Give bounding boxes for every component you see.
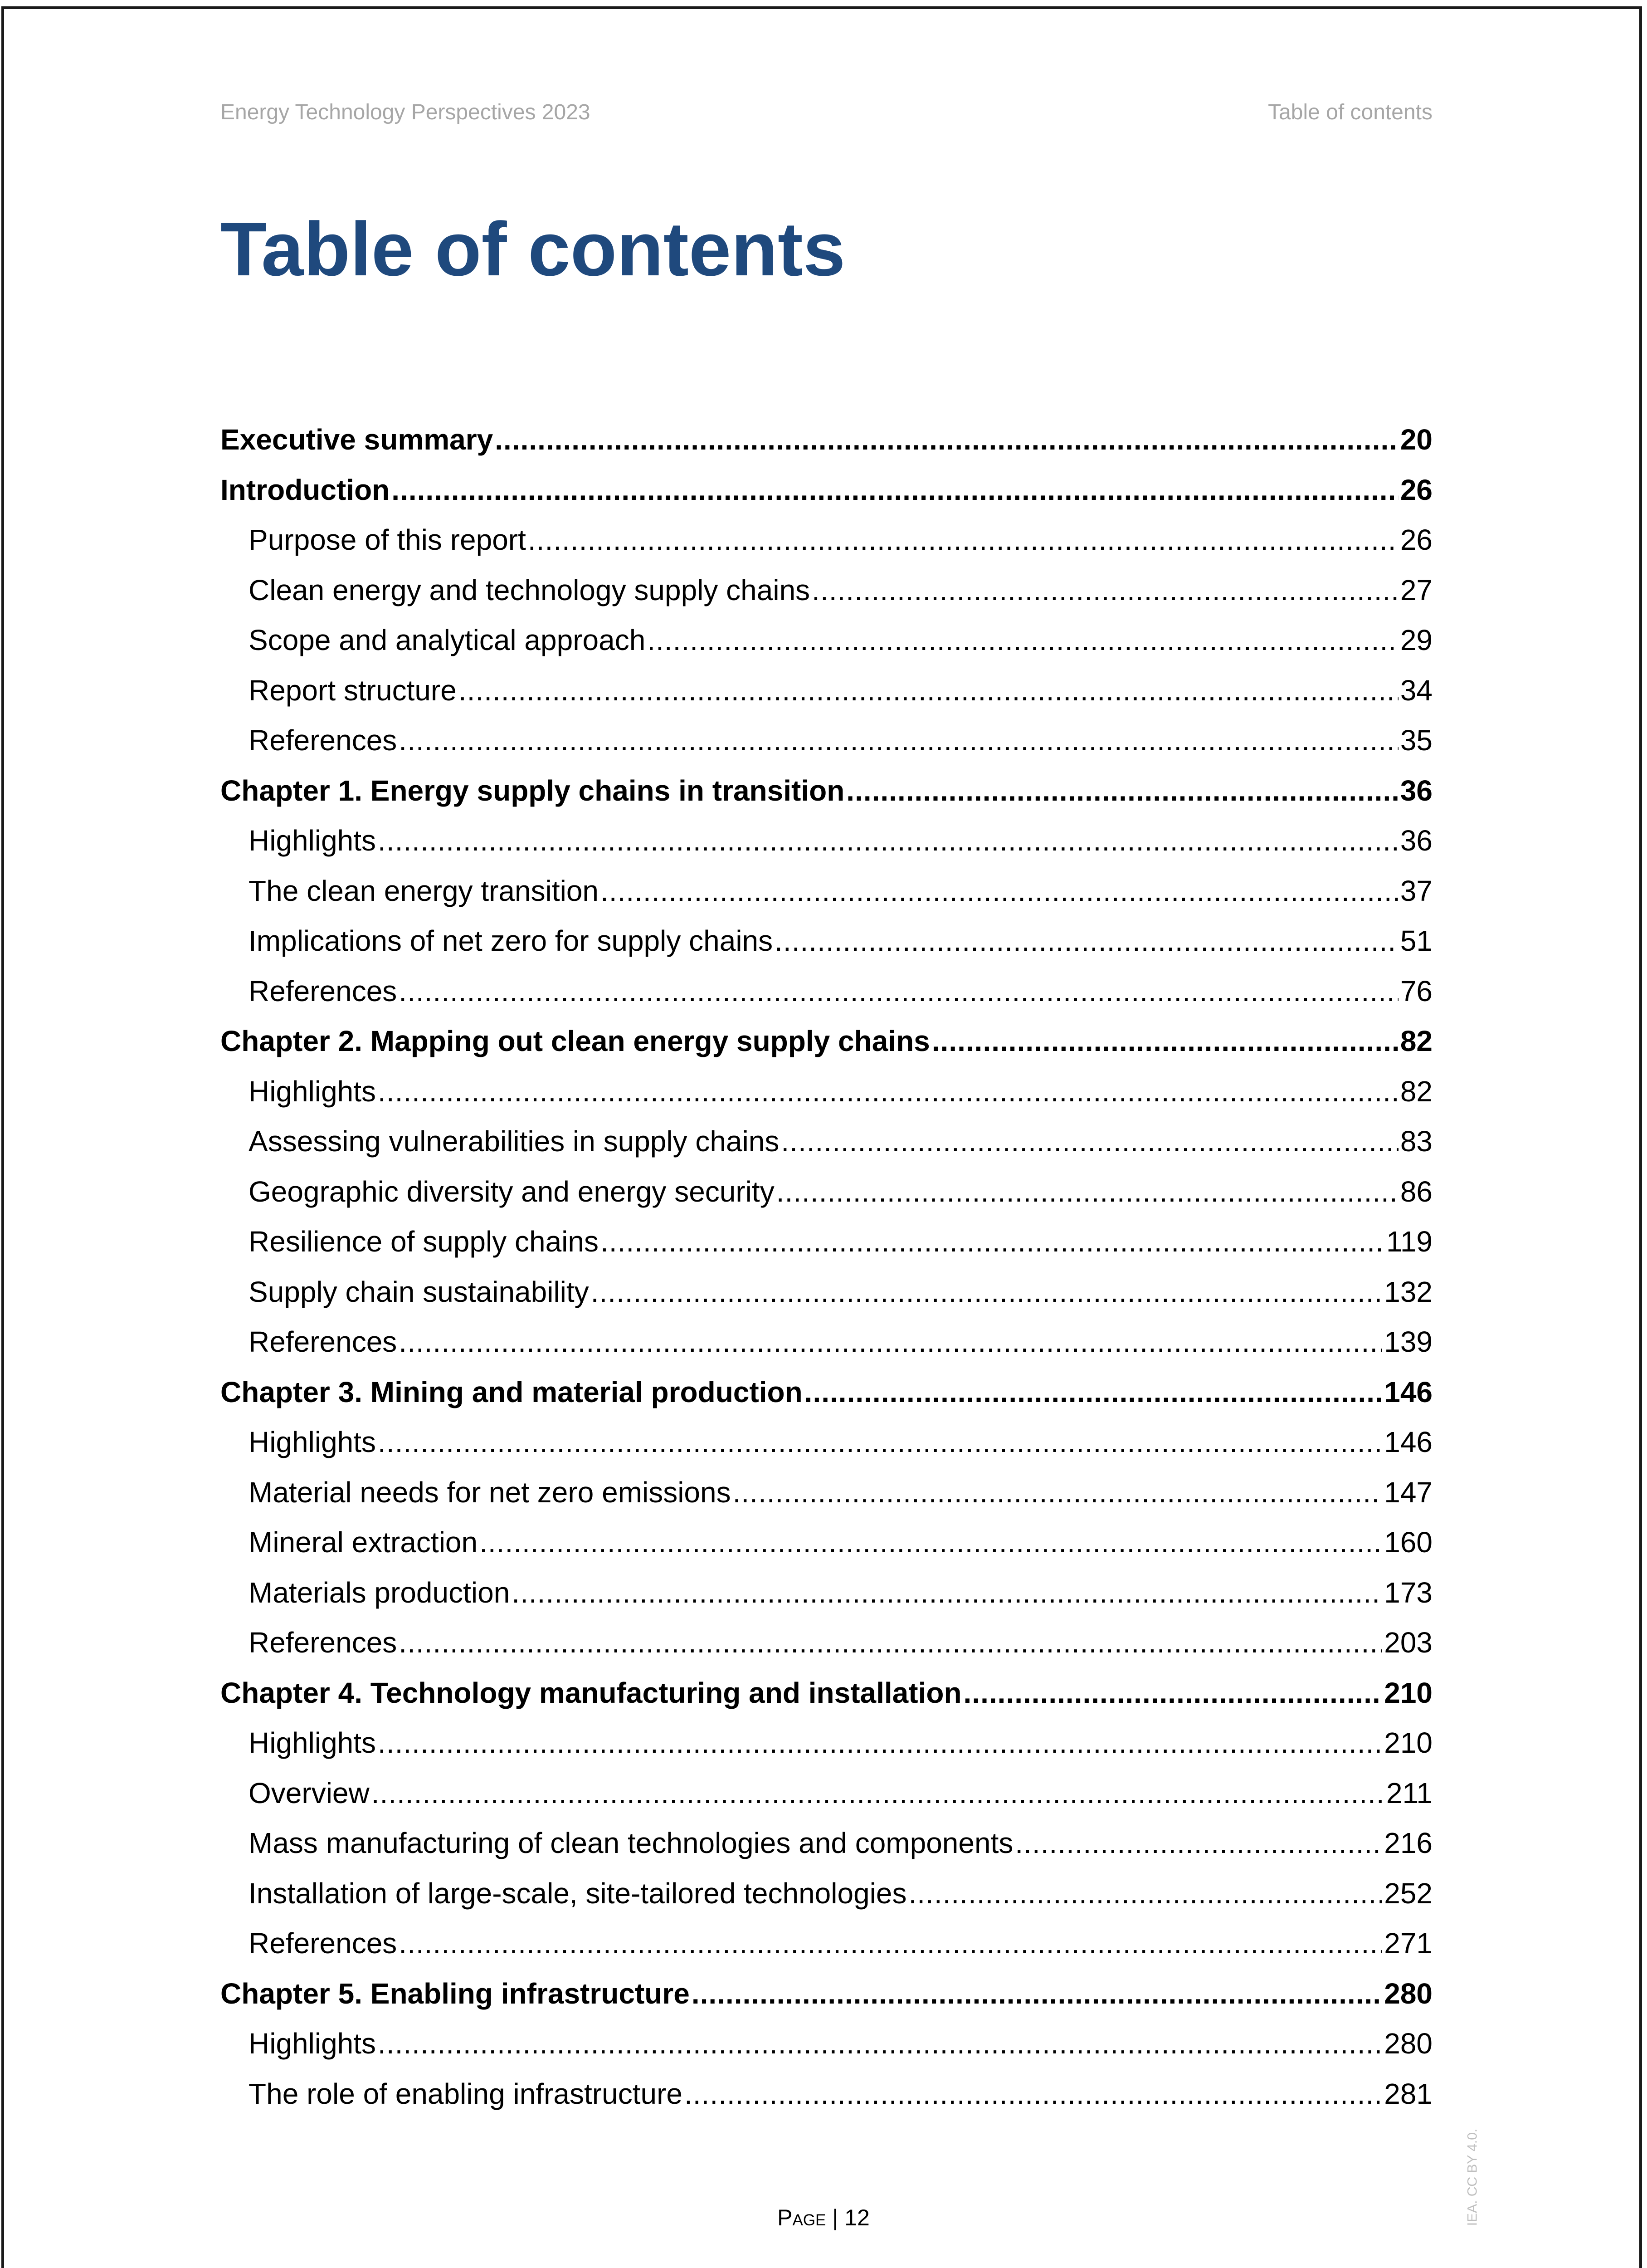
toc-dot-leader [932,1024,1398,1058]
toc-entry-label: Materials production [249,1576,510,1609]
toc-subsection-entry[interactable] [220,866,1433,916]
toc-entry-label: Introduction [220,473,390,506]
toc-subsection-entry[interactable] [220,565,1433,616]
toc-dot-leader [964,1676,1383,1710]
toc-entry-page-number: 173 [1384,1576,1433,1609]
footer-separator: | [832,2205,838,2230]
toc-dot-leader [528,523,1398,557]
toc-entry-label: Executive summary [220,423,493,456]
toc-entry-label: Chapter 1. Energy supply chains in transition [220,774,845,807]
toc-entry-label: Chapter 5. Enabling infrastructure [220,1977,690,2010]
toc-entry-label: References [249,974,397,1007]
toc-entry-page-number: 36 [1400,774,1433,807]
toc-entry-page-number: 281 [1384,2077,1433,2110]
toc-section-entry[interactable] [220,1668,1433,1718]
toc-dot-leader [600,874,1398,908]
toc-entry-label: The clean energy transition [249,874,599,907]
toc-section-entry[interactable] [220,1367,1433,1418]
toc-section-entry[interactable] [220,766,1433,816]
toc-section-entry[interactable] [220,465,1433,515]
running-header [220,96,1433,128]
toc-dot-leader [812,573,1398,607]
toc-entry-page-number: 26 [1400,473,1433,506]
toc-entry-label: Mineral extraction [249,1526,478,1559]
toc-dot-leader [781,1124,1398,1158]
toc-subsection-entry[interactable] [220,1868,1433,1919]
toc-entry-page-number: 216 [1384,1827,1433,1860]
toc-subsection-entry[interactable] [220,1718,1433,1768]
header-report-title: Energy Technology Perspectives 2023 [220,100,590,124]
toc-entry-label: Assessing vulnerabilities in supply chains [249,1125,780,1158]
toc-dot-leader [647,623,1398,657]
toc-entry-label: References [249,1626,397,1659]
toc-entry-page-number: 82 [1400,1075,1433,1108]
toc-entry-page-number: 26 [1400,523,1433,557]
toc-entry-page-number: 83 [1400,1125,1433,1158]
toc-entry-page-number: 20 [1400,423,1433,456]
toc-entry-page-number: 252 [1384,1877,1433,1910]
toc-subsection-entry[interactable] [220,1918,1433,1969]
toc-entry-page-number: 29 [1400,624,1433,657]
toc-entry-page-number: 36 [1400,824,1433,857]
table-of-contents [220,415,1433,2119]
toc-entry-label: Resilience of supply chains [249,1225,599,1258]
toc-subsection-entry[interactable] [220,966,1433,1017]
toc-entry-label: References [249,1325,397,1359]
toc-dot-leader [399,1626,1382,1659]
toc-subsection-entry[interactable] [220,1417,1433,1467]
toc-subsection-entry[interactable] [220,1467,1433,1518]
toc-entry-label: Highlights [249,824,376,857]
toc-dot-leader [378,824,1398,857]
toc-entry-label: Supply chain sustainability [249,1275,589,1308]
toc-entry-label: Chapter 3. Mining and material production [220,1375,803,1408]
toc-entry-page-number: 27 [1400,573,1433,606]
toc-entry-page-number: 35 [1400,724,1433,757]
toc-entry-page-number: 139 [1384,1325,1433,1359]
toc-entry-page-number: 51 [1400,924,1433,958]
license-text: IEA. CC BY 4.0. [1465,2128,1480,2226]
toc-subsection-entry[interactable] [220,1568,1433,1618]
toc-subsection-entry[interactable] [220,2069,1433,2119]
toc-entry-page-number: 211 [1386,1776,1433,1809]
toc-dot-leader [378,1425,1382,1459]
footer-page-word: Page [777,2205,826,2230]
toc-subsection-entry[interactable] [220,665,1433,716]
page-title: Table of contents [220,206,846,292]
toc-entry-page-number: 76 [1400,974,1433,1007]
toc-entry-page-number: 210 [1384,1676,1433,1709]
toc-entry-label: Chapter 2. Mapping out clean energy supply chains [220,1025,930,1058]
toc-subsection-entry[interactable] [220,1116,1433,1167]
toc-dot-leader [479,1525,1382,1559]
toc-dot-leader [775,924,1398,958]
toc-subsection-entry[interactable] [220,1768,1433,1818]
toc-entry-page-number: 146 [1384,1426,1433,1459]
toc-dot-leader [846,774,1398,807]
license-notice [1457,2128,1488,2226]
toc-subsection-entry[interactable] [220,2019,1433,2069]
toc-subsection-entry[interactable] [220,615,1433,665]
toc-section-entry[interactable] [220,415,1433,465]
toc-entry-page-number: 34 [1400,674,1433,707]
toc-entry-page-number: 146 [1384,1375,1433,1408]
toc-dot-leader [495,423,1398,456]
toc-entry-label: Installation of large-scale, site-tailored technologies [249,1877,907,1910]
toc-dot-leader [458,674,1398,707]
toc-entry-label: Scope and analytical approach [249,624,646,657]
toc-entry-label: Geographic diversity and energy security [249,1175,775,1208]
toc-subsection-entry[interactable] [220,515,1433,565]
header-section-title: Table of contents [1268,100,1433,124]
toc-dot-leader [591,1275,1383,1309]
toc-dot-leader [399,1325,1382,1359]
toc-entry-page-number: 86 [1400,1175,1433,1208]
toc-dot-leader [1015,1826,1382,1860]
toc-entry-page-number: 203 [1384,1626,1433,1659]
toc-dot-leader [733,1476,1383,1509]
toc-entry-label: Highlights [249,1726,376,1760]
toc-subsection-entry[interactable] [220,1618,1433,1668]
toc-entry-label: Chapter 4. Technology manufacturing and installation [220,1676,962,1709]
toc-subsection-entry[interactable] [220,816,1433,866]
page-footer [0,2204,1647,2231]
toc-dot-leader [378,2027,1382,2060]
toc-subsection-entry[interactable] [220,1267,1433,1317]
toc-subsection-entry[interactable] [220,1317,1433,1367]
toc-dot-leader [804,1375,1383,1409]
footer-page-number: 12 [844,2205,870,2230]
toc-section-entry[interactable] [220,1016,1433,1066]
toc-dot-leader [378,1075,1398,1108]
toc-dot-leader [684,2077,1382,2111]
toc-dot-leader [399,723,1398,757]
toc-subsection-entry[interactable] [220,1066,1433,1117]
toc-entry-page-number: 280 [1384,2027,1433,2060]
toc-subsection-entry[interactable] [220,1217,1433,1267]
toc-entry-page-number: 82 [1400,1025,1433,1058]
toc-dot-leader [371,1776,1384,1810]
toc-entry-page-number: 132 [1384,1275,1433,1308]
toc-entry-label: Implications of net zero for supply chains [249,924,773,958]
toc-dot-leader [600,1225,1384,1258]
toc-entry-page-number: 147 [1384,1476,1433,1509]
toc-dot-leader [512,1576,1382,1609]
toc-subsection-entry[interactable] [220,1167,1433,1217]
toc-dot-leader [391,473,1398,507]
toc-entry-page-number: 37 [1400,874,1433,907]
toc-subsection-entry[interactable] [220,1517,1433,1568]
toc-entry-label: Mass manufacturing of clean technologies and components [249,1827,1014,1860]
toc-dot-leader [692,1977,1382,2010]
toc-entry-label: Highlights [249,1426,376,1459]
toc-dot-leader [908,1877,1382,1910]
toc-dot-leader [399,974,1398,1008]
toc-dot-leader [776,1175,1398,1208]
toc-entry-label: The role of enabling infrastructure [249,2077,682,2110]
toc-subsection-entry[interactable] [220,916,1433,966]
toc-entry-label: References [249,724,397,757]
toc-entry-page-number: 119 [1386,1225,1433,1258]
toc-entry-page-number: 271 [1384,1927,1433,1960]
toc-subsection-entry[interactable] [220,1818,1433,1868]
toc-entry-label: Highlights [249,2027,376,2060]
toc-entry-page-number: 160 [1384,1526,1433,1559]
toc-entry-label: References [249,1927,397,1960]
toc-entry-label: Material needs for net zero emissions [249,1476,731,1509]
toc-entry-page-number: 280 [1384,1977,1433,2010]
toc-section-entry[interactable] [220,1969,1433,2019]
toc-dot-leader [378,1726,1382,1760]
toc-entry-label: Clean energy and technology supply chains [249,573,810,606]
toc-dot-leader [399,1926,1382,1960]
toc-entry-page-number: 210 [1384,1726,1433,1760]
toc-entry-label: Overview [249,1776,370,1809]
toc-entry-label: Purpose of this report [249,523,526,557]
toc-entry-label: Highlights [249,1075,376,1108]
toc-subsection-entry[interactable] [220,715,1433,766]
toc-entry-label: Report structure [249,674,457,707]
